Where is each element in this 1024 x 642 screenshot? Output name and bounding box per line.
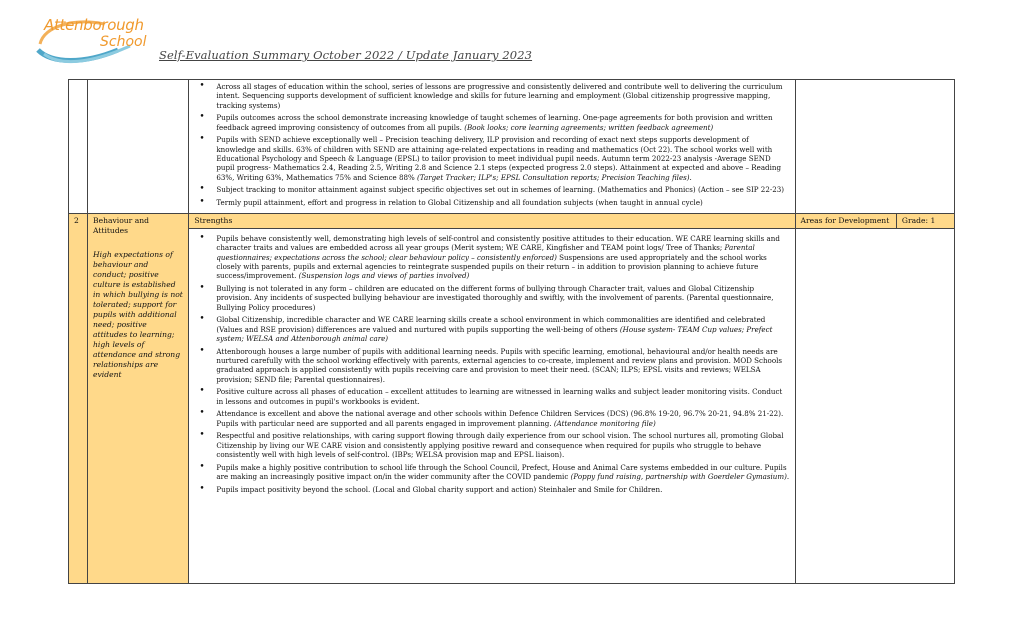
list-item: • Termly pupil attainment, effort and progress in relation to Global Citizenship and all foundation subjects (when taught in annual cycle) <box>214 198 789 207</box>
top-bullet-list <box>194 82 789 208</box>
empty-heading-cell <box>88 80 189 214</box>
document-title: Self-Evaluation Summary October 2022 / Update January 2023 <box>159 48 533 62</box>
list-item: • Bullying is not tolerated in any form – children are educated on the different forms of bullying through Character trait, values and Global Citizenship provision. Any incidents of suspected bullying behaviour are investigated thoroughly and swiftly, with the involvement of parents. (Parental questionnaire, Bullying Policy procedures) <box>214 284 789 312</box>
list-item: • Attenborough houses a large number of pupils with additional learning needs. Pupils with specific learning, emotional, behavioural and/or health needs are nurtured carefully with the school working effectively with parents, external agencies to co-create, implement and review plans and provision. MOD Schools graduated approach is applied consistently with pupils receiving care and provision to meet their need. (SCAN; ILPS; EPSL visits and reviews; WELSA provision; SEND file; Parental questionnaires). <box>214 347 789 384</box>
list-item: • Pupils impact positivity beyond the school. (Local and Global charity support and action) Steinhaler and Smile for Children. <box>214 485 789 494</box>
table-row-strengths <box>69 228 955 583</box>
top-bullets-cell <box>189 80 795 214</box>
areas-for-development-label: Areas for Development <box>795 213 896 228</box>
strengths-bullets-cell <box>189 228 795 583</box>
list-item: • Pupils behave consistently well, demonstrating high levels of self-control and consistently positive attitudes to their education. WE CARE learning skills and character traits and values are embedded across all year groups (Merit system; WE CARE, Kingfisher and TEAM point logs/ Tree of Thanks; Parental questionnaires; expectations across the school; clear behaviour policy – consistently enforced) Suspensions are used appropriately and the school works closely with parents, pupils and external agencies to reintegrate suspended pupils on their return – in addition to provision planning to achieve future success/improvement. (Suspension logs and views of parties involved) <box>214 234 789 281</box>
table-row-top-section <box>69 80 955 214</box>
list-item: • Respectful and positive relationships, with caring support flowing through daily experience from our school vision. The school nurtures all, promoting Global Citizenship by living our WE CARE vision and consistently applying positive reward and consequence when required for pupils who struggle to behave consistently well with high levels of self-control. (IBPs; WELSA provision map and EPSL liaison). <box>214 431 789 459</box>
logo-text-line2: School <box>100 34 147 50</box>
empty-areas-cell <box>795 80 954 214</box>
list-item: • Across all stages of education within the school, series of lessons are progressive and consistently delivered and contribute well to delivering the curriculum intent. Sequencing supports development of sufficient knowledge and skills for future learning and employment (Global citizenship progressive mapping, tracking systems) <box>214 82 789 110</box>
empty-areas-detail-cell <box>795 228 954 583</box>
table-row-section-header <box>69 213 955 228</box>
section-heading-cell <box>88 213 189 583</box>
strengths-bullet-list <box>194 234 789 494</box>
logo-text-line1: Attenborough <box>44 16 144 34</box>
list-item: • Pupils make a highly positive contribution to school life through the School Council, Prefect, House and Animal Care systems embedded in our culture. Pupils are making an increasingly positive impact on/in the wider community after the COVID pandemic (Poppy fund raising, partnership with Goerdeler Gymasium). <box>214 463 789 482</box>
section-heading: Behaviour and Attitudes <box>93 215 149 235</box>
list-item: • Pupils outcomes across the school demonstrate increasing knowledge of taught schemes of learning. One-page agreements for both provision and written feedback agreed improving consistency of outcomes from all pupils. (Book looks; core learning agreements; written feedback agreement) <box>214 113 789 132</box>
grade-label: Grade: 1 <box>896 213 954 228</box>
section-description: High expectations of behaviour and conduct; positive culture is established in which bullying is not tolerated; support for pupils with additional need; positive attitudes to learning; high levels of attendance and strong relationships are evident <box>93 249 183 380</box>
strengths-label: Strengths <box>189 213 795 228</box>
school-logo <box>34 14 154 66</box>
evaluation-table <box>68 79 955 584</box>
list-item: • Global Citizenship, incredible character and WE CARE learning skills create a school environment in which commonalities are identified and celebrated (Values and RSE provision) differences are valued and nurtured with pupils supporting the well-being of others (House system- TEAM Cup values; Prefect system; WELSA and Attenborough animal care) <box>214 315 789 343</box>
section-number: 2 <box>69 213 88 583</box>
empty-number-cell <box>69 80 88 214</box>
list-item: • Positive culture across all phases of education – excellent attitudes to learning are witnessed in learning walks and subject leader monitoring visits. Conduct in lessons and outcomes in pupil's workbooks is evident. <box>214 387 789 406</box>
list-item: • Subject tracking to monitor attainment against subject specific objectives set out in schemes of learning. (Mathematics and Phonics) (Action – see SIP 22-23) <box>214 185 789 194</box>
list-item: • Attendance is excellent and above the national average and other schools within Defence Children Services (DCS) (96.8% 19-20, 96.7% 20-21, 94.8% 21-22). Pupils with particular need are supported and all parents engaged in improvement planning. (Attendance monitoring file) <box>214 409 789 428</box>
list-item: • Pupils with SEND achieve exceptionally well – Precision teaching delivery, ILP provision and recording of exact next steps supports development of knowledge and skills. 63% of children with SEND are attaining age-related expectations in reading and mathematics (Oct 22). The school works well with Educational Psychology and Speech & Language (EPSL) to tailor provision to meet individual pupil needs. Autumn term 2022-23 analysis -Average SEND pupil progress- Mathematics 2.4, Reading 2.5, Writing 2.8 and Science 2.1 steps (expected progress 2.0 steps). Attainment at expected and above – Reading 63%, Writing 63%, Mathematics 75% and Science 88% (Target Tracker; ILP's; EPSL Consultation reports; Precision Teaching files). <box>214 135 789 182</box>
